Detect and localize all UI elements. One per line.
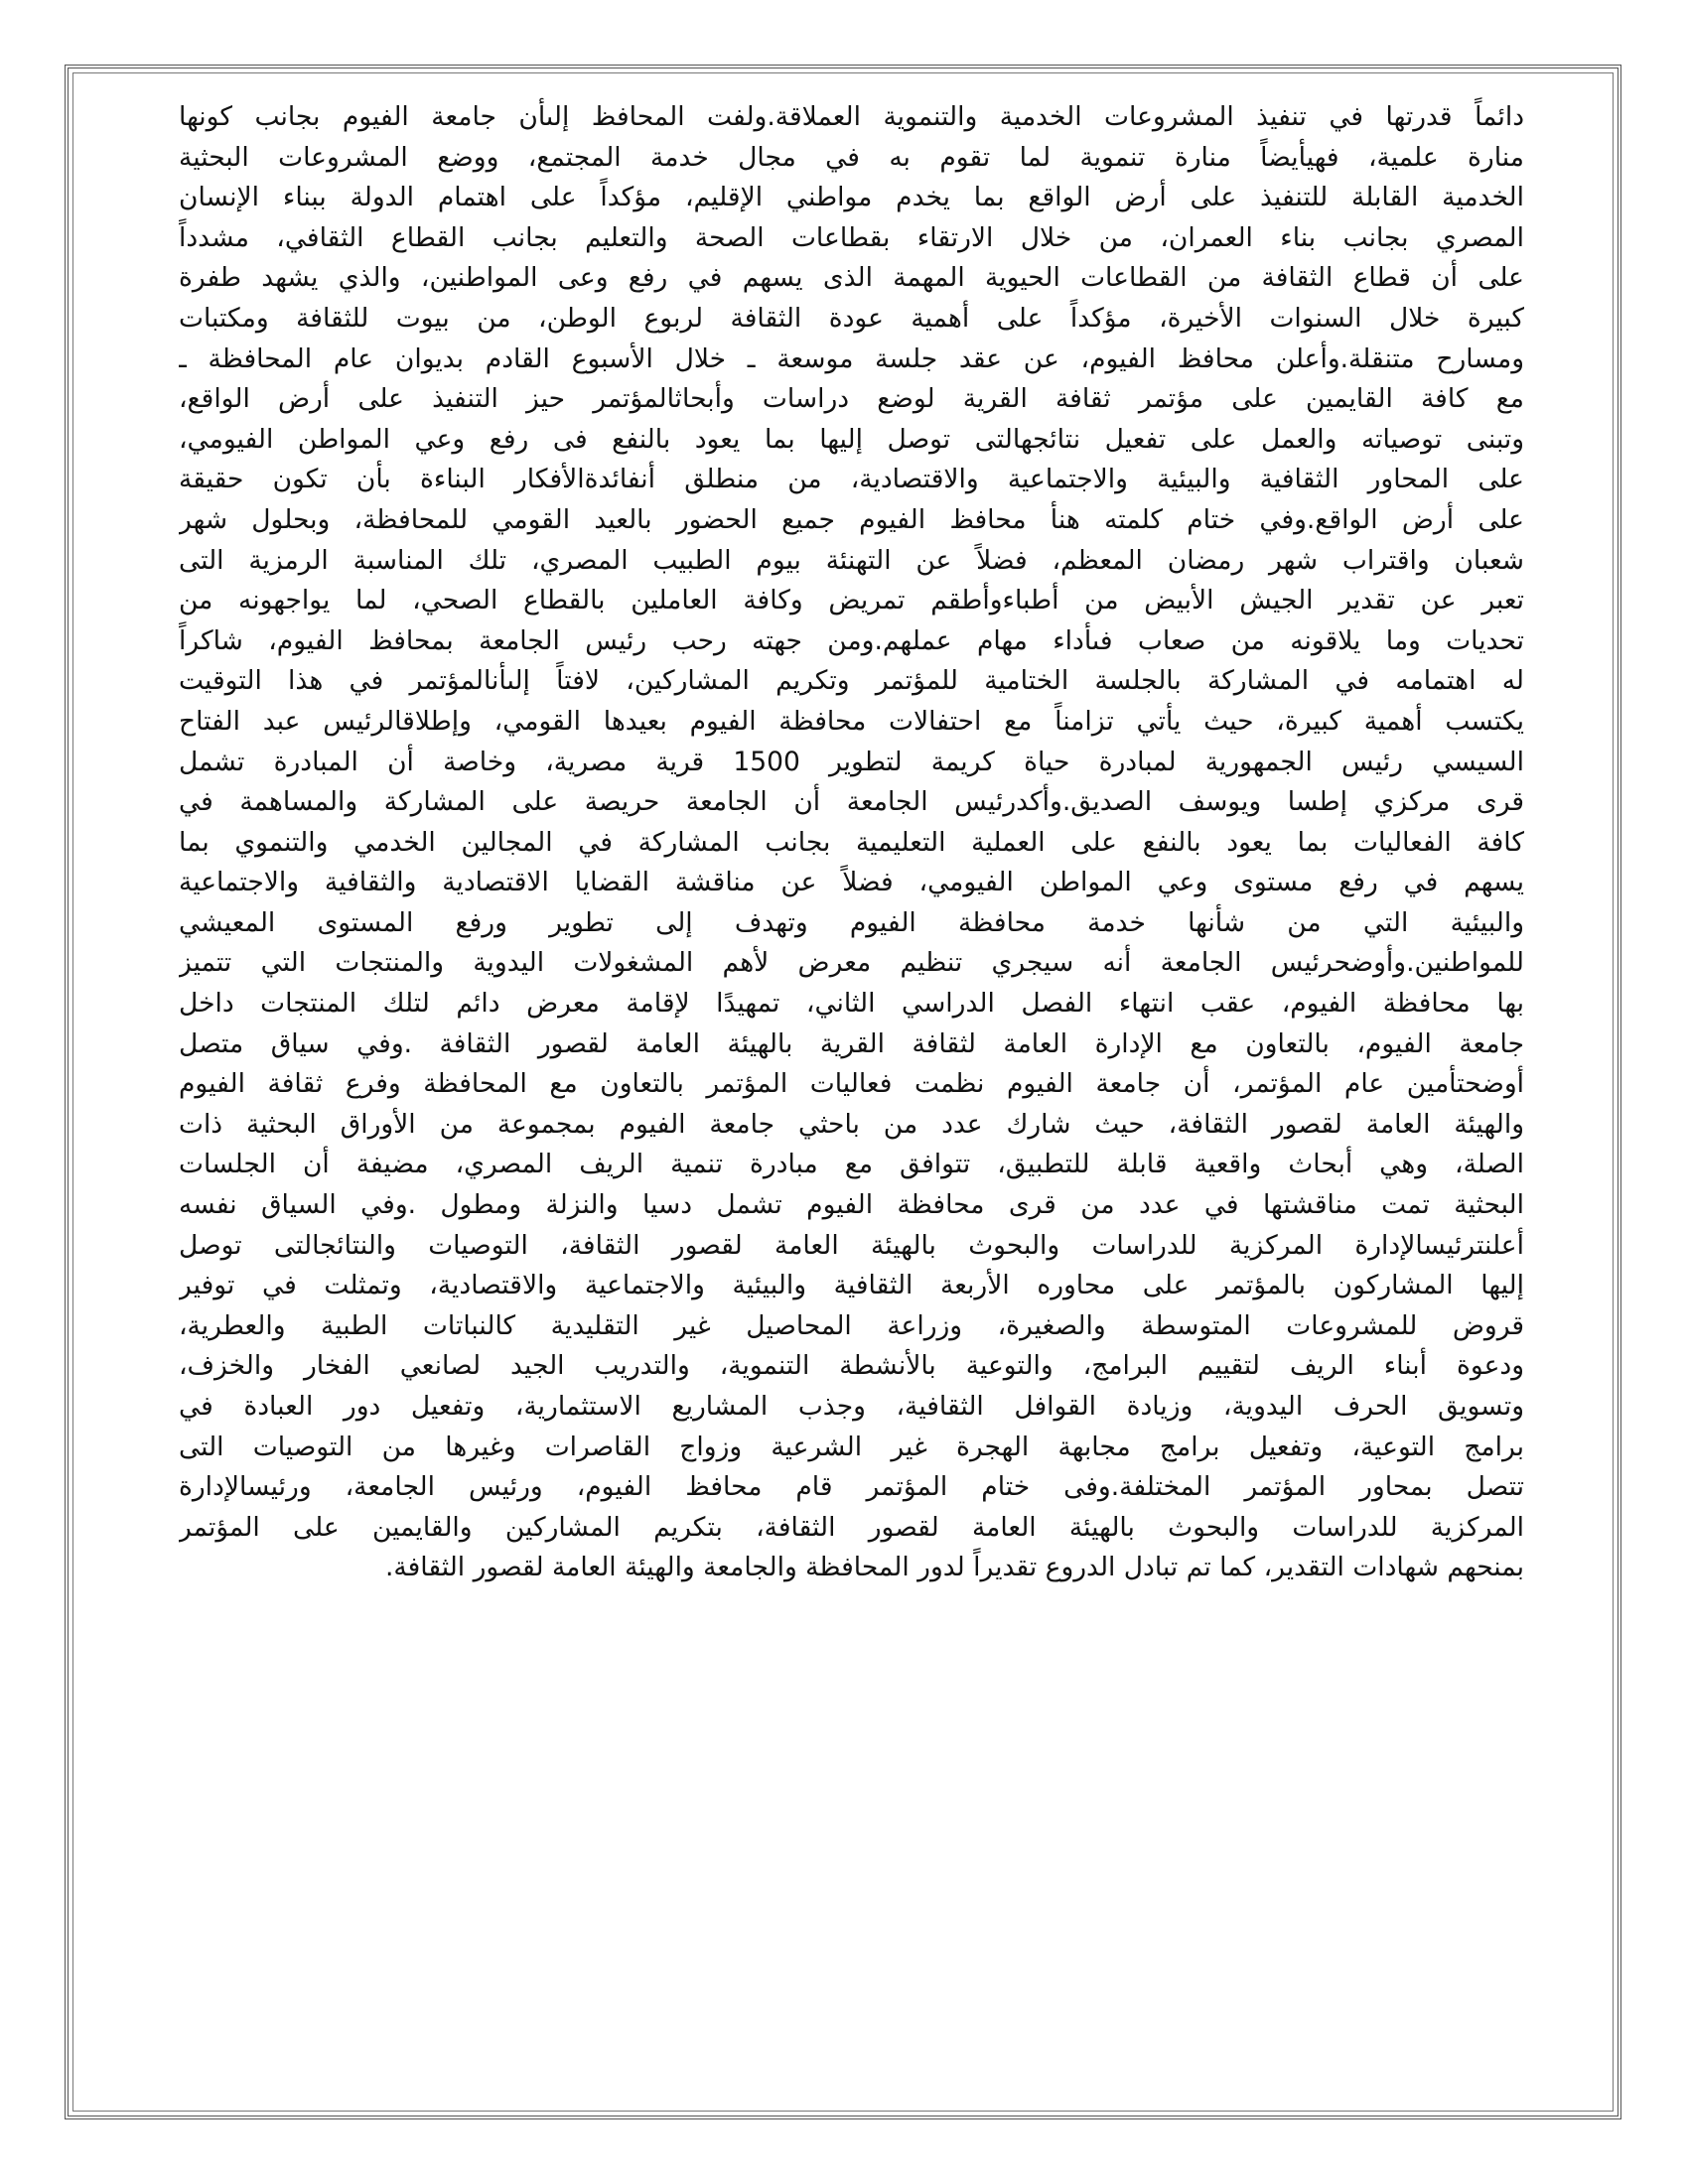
text-line: تحديات وما يلاقونه من صعاب فىأداء مهام عملهم.ومن جهته رحب رئيس الجامعة بمحافظ الفيوم، شاكراً — [179, 624, 1524, 656]
text-line: أعلنترئيسالإدارة المركزية للدراسات والبحوث بالهيئة العامة لقصور الثقافة، التوصيات والنتائجالتى توصل — [179, 1229, 1524, 1261]
article-body — [179, 97, 1524, 1588]
text-line: مع كافة القايمين على مؤتمر ثقافة القرية لوضع دراسات وأبحاثالمؤتمر حيز التنفيذ على أرض الواقع، — [179, 383, 1524, 415]
text-line: له اهتمامه في المشاركة بالجلسة الختامية للمؤتمر وتكريم المشاركين، لافتاً إلىأنالمؤتمر في هذا التوقيت — [179, 665, 1524, 697]
text-line: قروض للمشروعات المتوسطة والصغيرة، وزراعة المحاصيل غير التقليدية كالنباتات الطبية والعطرية، — [179, 1309, 1524, 1341]
text-line: على أن قطاع الثقافة من القطاعات الحيوية المهمة الذى يسهم في رفع وعى المواطنين، والذي يشهد طفرة — [179, 262, 1524, 294]
text-line: برامج التوعية، وتفعيل برامج مجابهة الهجرة غير الشرعية وزواج القاصرات وغيرها من التوصيات التى — [179, 1431, 1524, 1462]
text-line: شعبان واقتراب شهر رمضان المعظم، فضلاً عن التهنئة بيوم الطبيب المصري، تلك المناسبة الرمزية التى — [179, 544, 1524, 576]
text-line: والهيئة العامة لقصور الثقافة، حيث شارك عدد من باحثي جامعة الفيوم بمجموعة من الأوراق البحثية ذات — [179, 1108, 1524, 1140]
text-line: على أرض الواقع.وفي ختام كلمته هنأ محافظ الفيوم جميع الحضور بالعيد القومي للمحافظة، وبحلول شهر — [179, 503, 1524, 535]
text-line: والبيئية التي من شأنها خدمة محافظة الفيوم وتهدف إلى تطوير ورفع المستوى المعيشي — [179, 906, 1524, 938]
text-line: ومسارح متنقلة.وأعلن محافظ الفيوم، عن عقد جلسة موسعة ـ خلال الأسبوع القادم بديوان عام المحافظة ـ — [179, 342, 1524, 374]
text-line: وتسويق الحرف اليدوية، وزيادة القوافل الثقافية، وجذب المشاريع الاستثمارية، وتفعيل دور العبادة في — [179, 1391, 1524, 1422]
text-line: السيسي رئيس الجمهورية لمبادرة حياة كريمة لتطوير 1500 قرية مصرية، وخاصة أن المبادرة تشمل — [179, 746, 1524, 777]
text-line: بها محافظة الفيوم، عقب انتهاء الفصل الدراسي الثاني، تمهيدًا لإقامة معرض دائم لتلك المنتجات داخل — [179, 988, 1524, 1020]
text-line: كافة الفعاليات بما يعود بالنفع على العملية التعليمية بجانب المشاركة في المجالين الخدمي والتنموي بما — [179, 826, 1524, 858]
text-line: إليها المشاركون بالمؤتمر على محاوره الأربعة الثقافية والبيئية والاجتماعية والاقتصادية، وتمثلت في توفير — [179, 1270, 1524, 1301]
text-line: البحثية تمت مناقشتها في عدد من قرى محافظة الفيوم تشمل دسيا والنزلة ومطول .وفي السياق نفسه — [179, 1189, 1524, 1221]
text-line: يسهم في رفع مستوى وعي المواطن الفيومي، فضلاً عن مناقشة القضايا الاقتصادية والثقافية والاجتماعية — [179, 867, 1524, 898]
text-line: ودعوة أبناء الريف لتقييم البرامج، والتوعية بالأنشطة التنموية، والتدريب الجيد لصانعي الفخار والخزف، — [179, 1350, 1524, 1382]
text-line: المصري بجانب بناء العمران، من خلال الارتقاء بقطاعات الصحة والتعليم بجانب القطاع الثقافي، مشدداً — [179, 221, 1524, 253]
text-line: تعبر عن تقدير الجيش الأبيض من أطباءوأطقم تمريض وكافة العاملين بالقطاع الصحي، لما يواجهونه من — [179, 585, 1524, 616]
text-line: كبيرة خلال السنوات الأخيرة، مؤكداً على أهمية عودة الثقافة لربوع الوطن، من بيوت للثقافة ومكتبات — [179, 302, 1524, 334]
text-line: جامعة الفيوم، بالتعاون مع الإدارة العامة لثقافة القرية بالهيئة العامة لقصور الثقافة .وفي سياق متصل — [179, 1027, 1524, 1059]
text-line: المركزية للدراسات والبحوث بالهيئة العامة لقصور الثقافة، بتكريم المشاركين والقايمين على المؤتمر — [179, 1511, 1524, 1543]
text-line: أوضحتأمين عام المؤتمر، أن جامعة الفيوم نظمت فعاليات المؤتمر بالتعاون مع المحافظة وفرع ثقافة الفيوم — [179, 1068, 1524, 1100]
text-line: وتبنى توصياته والعمل على تفعيل نتائجهالتى توصل إليها بما يعود بالنفع فى رفع وعي المواطن الفيومي، — [179, 423, 1524, 455]
text-line: منارة علمية، فهيأيضاً منارة تنموية لما تقوم به في مجال خدمة المجتمع، ووضع المشروعات البحثية — [179, 141, 1524, 173]
text-line: تتصل بمحاور المؤتمر المختلفة.وفى ختام المؤتمر قام محافظ الفيوم، ورئيس الجامعة، ورئيسالإدارة — [179, 1471, 1524, 1503]
text-line: الخدمية القابلة للتنفيذ على أرض الواقع بما يخدم مواطني الإقليم، مؤكداً على اهتمام الدولة ببناء الإنسان — [179, 182, 1524, 213]
text-line: دائماً قدرتها في تنفيذ المشروعات الخدمية والتنموية العملاقة.ولفت المحافظ إلىأن جامعة الفيوم بجانب كونها — [179, 101, 1524, 132]
text-line: الصلة، وهي أبحاث واقعية قابلة للتطبيق، تتوافق مع مبادرة تنمية الريف المصري، مضيفة أن الجلسات — [179, 1149, 1524, 1180]
text-line: للمواطنين.وأوضحرئيس الجامعة أنه سيجري تنظيم معرض لأهم المشغولات اليدوية والمنتجات التي تتميز — [179, 947, 1524, 979]
text-line: على المحاور الثقافية والبيئية والاجتماعية والاقتصادية، من منطلق أنفائدةالأفكار البناءة بأن تكون حقيقة — [179, 464, 1524, 495]
text-line: قرى مركزي إطسا ويوسف الصديق.وأكدرئيس الجامعة أن الجامعة حريصة على المشاركة والمساهمة في — [179, 786, 1524, 818]
text-line: يكتسب أهمية كبيرة، حيث يأتي تزامناً مع احتفالات محافظة الفيوم بعيدها القومي، وإطلاقالرئيس عبد الفتاح — [179, 705, 1524, 737]
text-line: بمنحهم شهادات التقدير، كما تم تبادل الدروع تقديراً لدور المحافظة والجامعة والهيئة العامة لقصور الثقافة. — [384, 1552, 1524, 1583]
